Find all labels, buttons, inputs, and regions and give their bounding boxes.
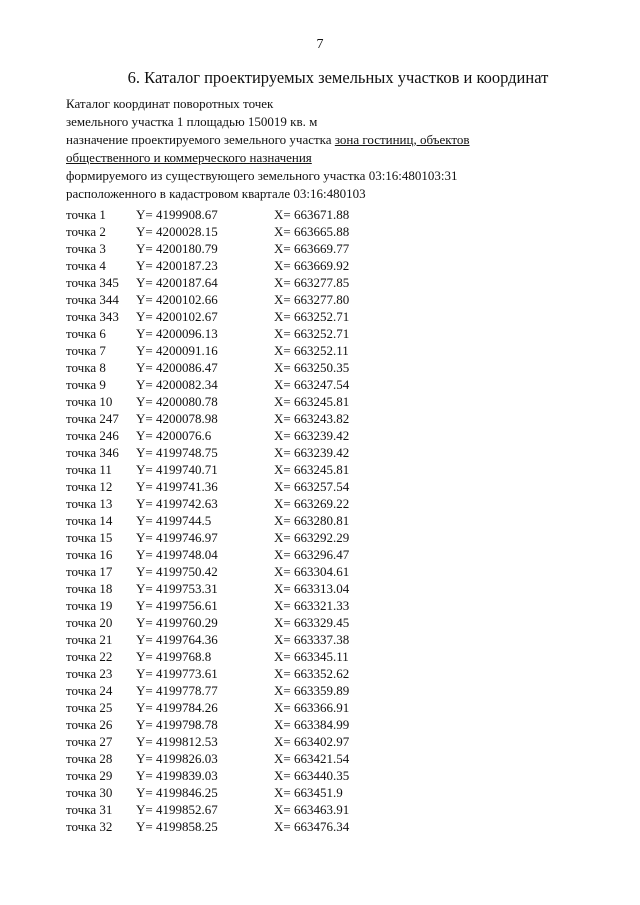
x-coordinate: X= 663296.47: [274, 547, 350, 562]
point-label: точка 30: [66, 785, 113, 800]
point-label: точка 343: [66, 309, 119, 324]
x-coordinate: X= 663669.92: [274, 258, 350, 273]
x-coordinate: X= 663665.88: [274, 224, 350, 239]
info-line-area: земельного участка 1 площадью 150019 кв. м: [66, 114, 318, 129]
coordinate-row: [66, 461, 486, 478]
coordinate-row: [66, 614, 486, 631]
coordinate-row: [66, 206, 486, 223]
y-coordinate: Y= 4199750.42: [136, 564, 218, 579]
point-label: точка 25: [66, 700, 113, 715]
y-coordinate: Y= 4200180.79: [136, 241, 218, 256]
x-coordinate: X= 663257.54: [274, 479, 350, 494]
y-coordinate: Y= 4199812.53: [136, 734, 218, 749]
y-coordinate: Y= 4199741.36: [136, 479, 218, 494]
point-label: точка 23: [66, 666, 113, 681]
point-label: точка 15: [66, 530, 113, 545]
coordinate-row: [66, 818, 486, 835]
purpose-value: зона гостиниц, объектов: [334, 132, 470, 147]
coordinate-row: [66, 529, 486, 546]
coordinate-row: [66, 359, 486, 376]
y-coordinate: Y= 4199798.78: [136, 717, 218, 732]
point-label: точка 344: [66, 292, 119, 307]
y-coordinate: Y= 4199742.63: [136, 496, 218, 511]
coordinate-row: [66, 733, 486, 750]
coordinate-row: [66, 342, 486, 359]
point-label: точка 247: [66, 411, 119, 426]
purpose-prefix: назначение проектируемого земельного участка: [66, 132, 335, 147]
page-number: 7: [316, 37, 324, 52]
x-coordinate: X= 663252.71: [274, 326, 350, 341]
section-title: 6. Каталог проектируемых земельных участков и координат: [127, 68, 549, 87]
y-coordinate: Y= 4200076.6: [136, 428, 212, 443]
coordinate-row: [66, 648, 486, 665]
x-coordinate: X= 663245.81: [274, 394, 350, 409]
y-coordinate: Y= 4199773.61: [136, 666, 218, 681]
coordinate-row: [66, 478, 486, 495]
y-coordinate: Y= 4200078.98: [136, 411, 218, 426]
coordinate-row: [66, 801, 486, 818]
x-coordinate: X= 663239.42: [274, 445, 350, 460]
x-coordinate: X= 663321.33: [274, 598, 350, 613]
coordinate-row: [66, 699, 486, 716]
coordinates-list: [66, 206, 486, 835]
point-label: точка 12: [66, 479, 113, 494]
point-label: точка 27: [66, 734, 113, 749]
x-coordinate: X= 663247.54: [274, 377, 350, 392]
y-coordinate: Y= 4199908.67: [136, 207, 218, 222]
x-coordinate: X= 663359.89: [274, 683, 350, 698]
coordinate-row: [66, 597, 486, 614]
x-coordinate: X= 663345.11: [274, 649, 349, 664]
point-label: точка 7: [66, 343, 106, 358]
x-coordinate: X= 663402.97: [274, 734, 350, 749]
coordinate-row: [66, 274, 486, 291]
point-label: точка 3: [66, 241, 106, 256]
coordinate-row: [66, 784, 486, 801]
y-coordinate: Y= 4199784.26: [136, 700, 218, 715]
coordinate-row: [66, 546, 486, 563]
x-coordinate: X= 663421.54: [274, 751, 350, 766]
coordinate-row: [66, 240, 486, 257]
y-coordinate: Y= 4199740.71: [136, 462, 218, 477]
coordinate-row: [66, 750, 486, 767]
catalog-info: [66, 95, 586, 203]
x-coordinate: X= 663671.88: [274, 207, 350, 222]
x-coordinate: X= 663292.29: [274, 530, 350, 545]
y-coordinate: Y= 4199746.97: [136, 530, 218, 545]
coordinate-row: [66, 257, 486, 274]
coordinate-row: [66, 308, 486, 325]
point-label: точка 14: [66, 513, 113, 528]
point-label: точка 31: [66, 802, 113, 817]
coordinate-row: [66, 223, 486, 240]
point-label: точка 16: [66, 547, 113, 562]
point-label: точка 21: [66, 632, 113, 647]
y-coordinate: Y= 4199778.77: [136, 683, 218, 698]
point-label: точка 24: [66, 683, 113, 698]
point-label: точка 10: [66, 394, 113, 409]
point-label: точка 29: [66, 768, 113, 783]
y-coordinate: Y= 4199753.31: [136, 581, 218, 596]
y-coordinate: Y= 4200187.64: [136, 275, 218, 290]
point-label: точка 4: [66, 258, 106, 273]
y-coordinate: Y= 4200187.23: [136, 258, 218, 273]
y-coordinate: Y= 4199826.03: [136, 751, 218, 766]
info-line-purpose-cont: общественного и коммерческого назначения: [66, 150, 312, 165]
y-coordinate: Y= 4200091.16: [136, 343, 218, 358]
point-label: точка 28: [66, 751, 113, 766]
coordinate-row: [66, 665, 486, 682]
x-coordinate: X= 663250.35: [274, 360, 350, 375]
y-coordinate: Y= 4199839.03: [136, 768, 218, 783]
point-label: точка 32: [66, 819, 113, 834]
x-coordinate: X= 663252.71: [274, 309, 350, 324]
coordinate-row: [66, 393, 486, 410]
x-coordinate: X= 663440.35: [274, 768, 350, 783]
coordinate-row: [66, 410, 486, 427]
y-coordinate: Y= 4199768.8: [136, 649, 212, 664]
y-coordinate: Y= 4199748.75: [136, 445, 218, 460]
point-label: точка 345: [66, 275, 119, 290]
x-coordinate: X= 663277.85: [274, 275, 350, 290]
y-coordinate: Y= 4199846.25: [136, 785, 218, 800]
point-label: точка 22: [66, 649, 113, 664]
y-coordinate: Y= 4199760.29: [136, 615, 218, 630]
point-label: точка 9: [66, 377, 106, 392]
y-coordinate: Y= 4200082.34: [136, 377, 218, 392]
y-coordinate: Y= 4199764.36: [136, 632, 218, 647]
x-coordinate: X= 663269.22: [274, 496, 350, 511]
point-label: точка 13: [66, 496, 113, 511]
coordinate-row: [66, 512, 486, 529]
x-coordinate: X= 663337.38: [274, 632, 350, 647]
point-label: точка 19: [66, 598, 113, 613]
x-coordinate: X= 663366.91: [274, 700, 350, 715]
y-coordinate: Y= 4200102.66: [136, 292, 218, 307]
y-coordinate: Y= 4199744.5: [136, 513, 212, 528]
point-label: точка 346: [66, 445, 119, 460]
y-coordinate: Y= 4199858.25: [136, 819, 218, 834]
point-label: точка 2: [66, 224, 106, 239]
x-coordinate: X= 663669.77: [274, 241, 350, 256]
info-line-heading: Каталог координат поворотных точек: [66, 96, 274, 111]
x-coordinate: X= 663252.11: [274, 343, 349, 358]
coordinate-row: [66, 495, 486, 512]
x-coordinate: X= 663280.81: [274, 513, 350, 528]
coordinate-row: [66, 682, 486, 699]
coordinate-row: [66, 376, 486, 393]
x-coordinate: X= 663329.45: [274, 615, 350, 630]
coordinate-row: [66, 631, 486, 648]
point-label: точка 11: [66, 462, 112, 477]
y-coordinate: Y= 4200086.47: [136, 360, 218, 375]
coordinate-row: [66, 767, 486, 784]
x-coordinate: X= 663243.82: [274, 411, 350, 426]
y-coordinate: Y= 4200028.15: [136, 224, 218, 239]
y-coordinate: Y= 4199756.61: [136, 598, 218, 613]
point-label: точка 1: [66, 207, 106, 222]
point-label: точка 8: [66, 360, 106, 375]
y-coordinate: Y= 4200096.13: [136, 326, 218, 341]
coordinate-row: [66, 325, 486, 342]
y-coordinate: Y= 4199748.04: [136, 547, 218, 562]
point-label: точка 6: [66, 326, 106, 341]
x-coordinate: X= 663384.99: [274, 717, 350, 732]
point-label: точка 20: [66, 615, 113, 630]
x-coordinate: X= 663352.62: [274, 666, 350, 681]
coordinate-row: [66, 444, 486, 461]
coordinate-row: [66, 580, 486, 597]
point-label: точка 17: [66, 564, 113, 579]
info-line-quarter: расположенного в кадастровом квартале 03:16:480103: [66, 186, 366, 201]
coordinate-row: [66, 716, 486, 733]
x-coordinate: X= 663313.04: [274, 581, 350, 596]
coordinate-row: [66, 427, 486, 444]
x-coordinate: X= 663239.42: [274, 428, 350, 443]
x-coordinate: X= 663277.80: [274, 292, 350, 307]
x-coordinate: X= 663245.81: [274, 462, 350, 477]
info-line-purpose: [66, 131, 586, 149]
x-coordinate: X= 663451.9: [274, 785, 343, 800]
y-coordinate: Y= 4199852.67: [136, 802, 218, 817]
x-coordinate: X= 663463.91: [274, 802, 350, 817]
y-coordinate: Y= 4200102.67: [136, 309, 218, 324]
x-coordinate: X= 663304.61: [274, 564, 350, 579]
point-label: точка 26: [66, 717, 113, 732]
info-line-source-parcel: формируемого из существующего земельного участка 03:16:480103:31: [66, 168, 458, 183]
point-label: точка 18: [66, 581, 113, 596]
y-coordinate: Y= 4200080.78: [136, 394, 218, 409]
coordinate-row: [66, 291, 486, 308]
coordinate-row: [66, 563, 486, 580]
point-label: точка 246: [66, 428, 119, 443]
x-coordinate: X= 663476.34: [274, 819, 350, 834]
